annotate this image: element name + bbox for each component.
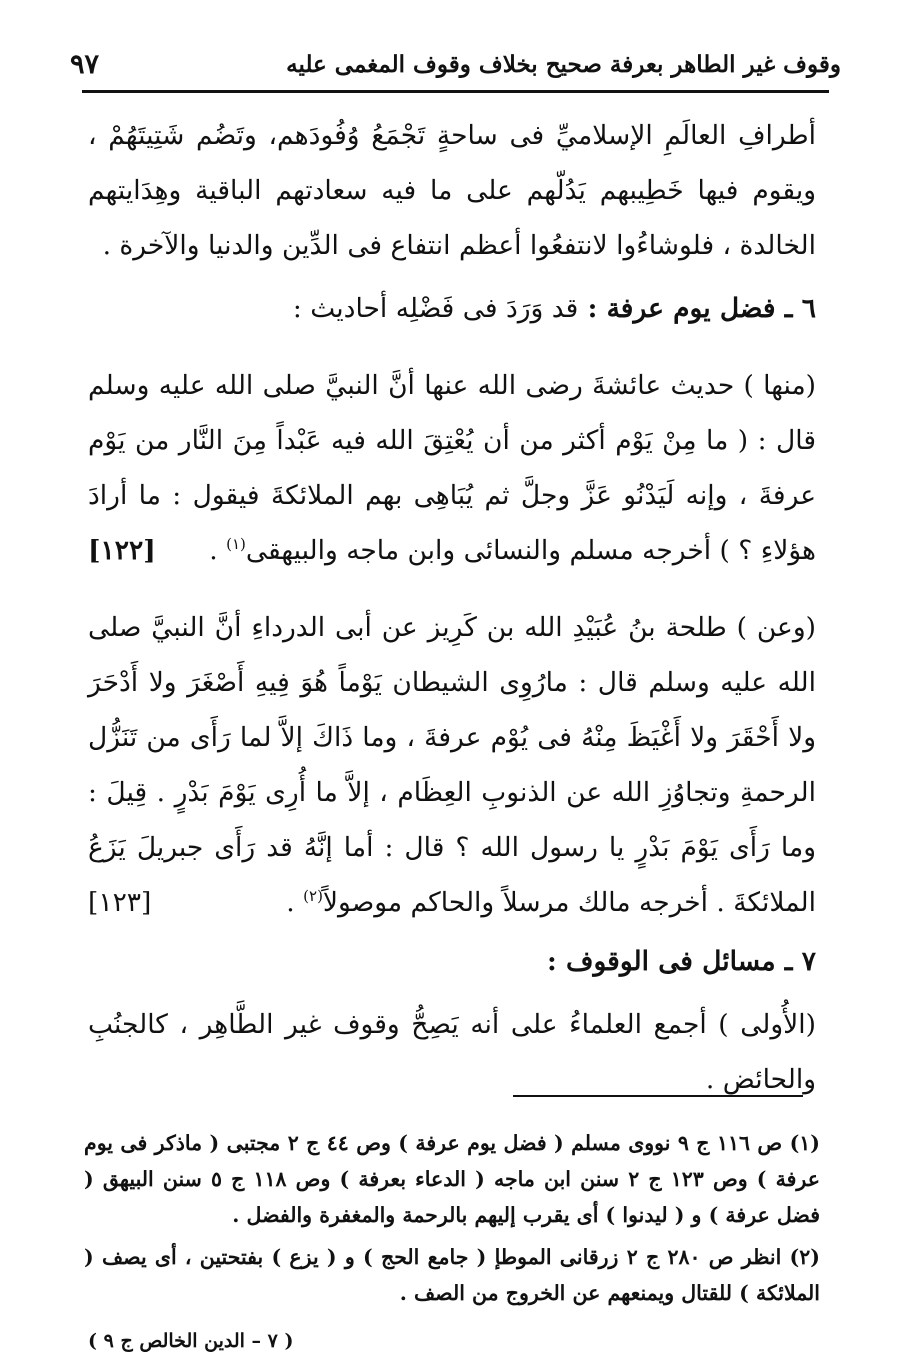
- footnote-1: (١) ص ١١٦ ج ٩ نووى مسلم ( فضل يوم عرفة ) وص ٤٤ ج ٢ مجتبى ( ماذكر فى يوم عرفة ) وص ١٢٣ ج ٢ سنن ابن ماجه ( الدعاء بعرفة ) وص ١١٨ ج ٥ سنن البيهق ( فضل عرفة ) و ( ليدنوا ) أى يقرب إليهم بالرحمة والمغفرة والفضل .: [84, 1131, 820, 1227]
- hadith-talha: [88, 600, 816, 930]
- footnote-separator: [513, 1095, 803, 1097]
- section-heading-6-label: ٦ ـ فضل يوم عرفة :: [587, 293, 816, 324]
- footnote-mark-1: (١): [226, 535, 246, 554]
- footnote-mark-2: (٢): [303, 887, 323, 906]
- section-heading-7: ٧ ـ مسائل فى الوقوف :: [547, 946, 816, 977]
- paragraph-first-issue: (الأُولى ) أجمع العلماءُ على أنه يَصِحُّ وقوف غير الطَّاهِر ، كالجنُبِ والحائض .: [88, 1009, 816, 1095]
- hadith-aisha-body: (منها ) حديث عائشةَ رضى الله عنها أنَّ النبيَّ صلى الله عليه وسلم قال : ( ما مِنْ يَوْم أكثر من أن يُعْتِقَ الله فيه عَبْداً مِنَ النَّار من يَوْم عرفةَ ، وإنه لَيَدْنُو عَزَّ وجلَّ ثم يُبَاهِى بهم الملائكةَ فيقول : ما أرادَ هؤلاءِ ؟ ) أخرجه مسلم والنسائى وابن ماجه والبيهقى: [88, 370, 816, 566]
- hadith-aisha-block: [88, 358, 816, 578]
- footnote-2: (٢) انظر ص ٢٨٠ ج ٢ زرقانى الموطإ ( جامع الحج ) و ( يزع ) بفتحتين ، أى يصف ( الملائكة ) للقتال ويمنعهم عن الخروج من الصف .: [84, 1245, 820, 1305]
- main-text: [88, 108, 816, 1107]
- hadith-number-122: [١٢٢]: [88, 535, 156, 566]
- section-heading-6: [88, 281, 816, 336]
- hadith-number-123: [١٢٣]: [88, 887, 152, 918]
- header-rule: [82, 90, 829, 93]
- hadith-aisha: [88, 358, 816, 578]
- hadith-aisha-text: [88, 358, 816, 578]
- hadith-aisha-end: .: [209, 535, 227, 566]
- page-header: [70, 40, 841, 88]
- running-title: وقوف غير الطاهر بعرفة صحيح بخلاف وقوف المغمى عليه: [286, 50, 841, 78]
- footnotes: [84, 1125, 820, 1317]
- paragraph-intro: أطرافِ العالَمِ الإسلاميِّ فى ساحةٍ تَجْمَعُ وُفُودَهم، وتَضُم شَتِيتَهُمْ ، ويقوم فيها خَطِيبهم يَدُلّهم على ما فيه سعادتهم الباقية وهِدَايتهم الخالدة ، فلوشاءُوا لانتفعُوا أعظم انتفاع فى الدِّين والدنيا والآخرة .: [88, 120, 816, 261]
- hadith-talha-body: (وعن ) طلحة بنُ عُبَيْدِ الله بن كَرِيز عن أبى الدرداءِ أنَّ النبيَّ صلى الله عليه وسلم قال : مارُوِى الشيطان يَوْماً هُوَ فِيهِ أَصْغَرَ ولا أَدْحَرَ ولا أَحْقَرَ ولا أَغْيَظَ مِنْهُ فى يُوْم عرفةَ ، وما ذَاكَ إلاَّ لما رَأَى من تَنَزُّل الرحمةِ وتجاوُزِ الله عن الذنوبِ العِظَام ، إلاَّ ما أُرِى يَوْمَ بَدْرٍ . قِيلَ : وما رَأَى يَوْمَ بَدْرٍ يا رسول الله ؟ قال : أما إنَّهُ قد رَأَى جبريلَ يَزَعُ الملائكةَ . أخرجه مالك مرسلاً والحاكم موصولاً: [88, 612, 816, 918]
- signature-mark: ( ٧ – الدين الخالص ج ٩ ): [88, 1330, 294, 1352]
- hadith-talha-text: [88, 612, 816, 918]
- hadith-talha-end: .: [286, 887, 304, 918]
- section-heading-6-text: قد وَرَدَ فى فَضْلِه أحاديث :: [292, 293, 579, 324]
- page-number: ٩٧: [70, 48, 100, 80]
